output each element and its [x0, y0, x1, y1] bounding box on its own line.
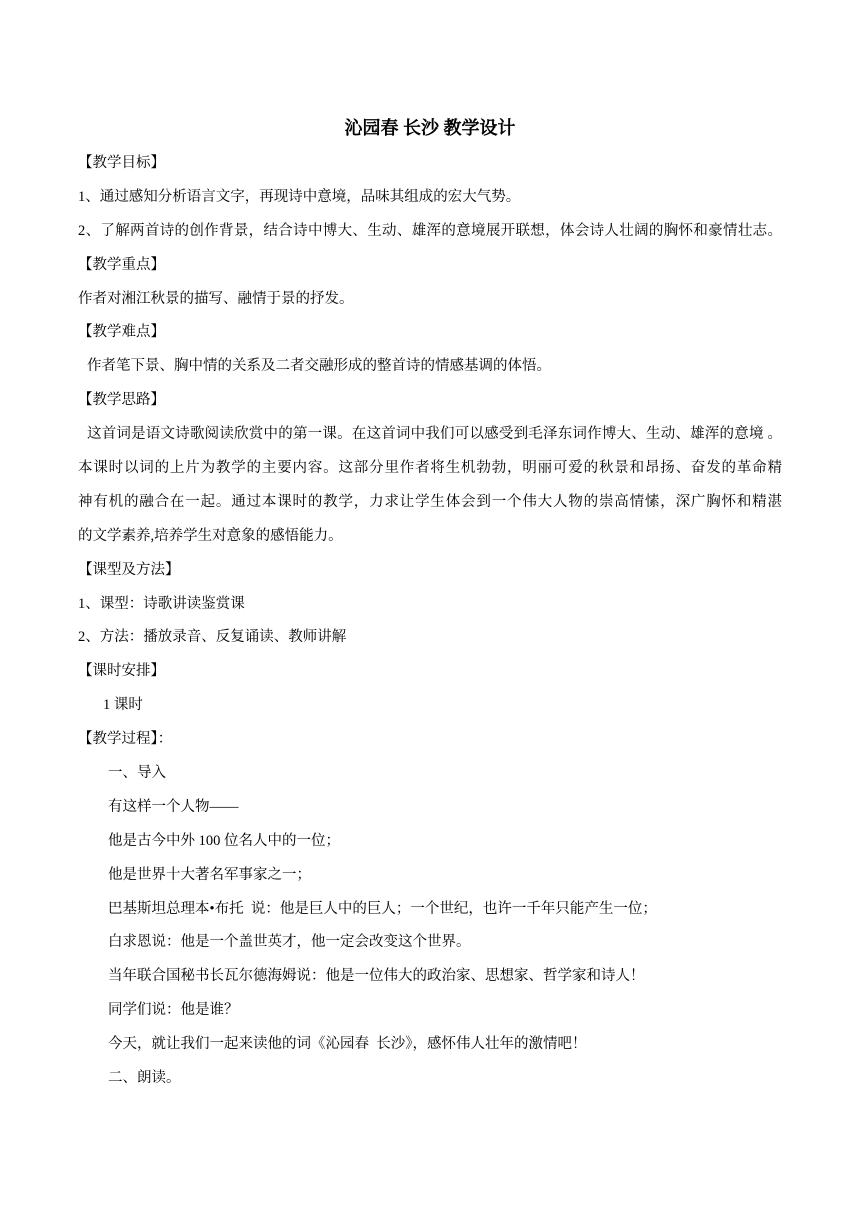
approach-paragraph-line: 神有机的融合在一起。通过本课时的教学，力求让学生体会到一个伟大人物的崇高情愫，深广胸怀和精湛	[78, 493, 782, 510]
section-heading-key-points: 【教学重点】	[78, 256, 165, 273]
section-heading-objectives: 【教学目标】	[78, 155, 165, 171]
objective-item: 2、了解两首诗的创作背景，结合诗中博大、生动、雄浑的意境展开联想，体会诗人壮阔的胸怀和豪情壮志。	[78, 222, 782, 239]
approach-paragraph-line: 本课时以词的上片为教学的主要内容。这部分里作者将生机勃勃，明丽可爱的秋景和昂扬、奋发的革命精	[78, 460, 782, 477]
process-line: 白求恩说：他是一个盖世英才，他一定会改变这个世界。	[108, 934, 471, 951]
schedule-text: 1 课时	[103, 697, 143, 714]
process-line: 巴基斯坦总理本•布托 说：他是巨人中的巨人；一个世纪，也许一千年只能产生一位；	[108, 900, 657, 917]
difficulties-text: 作者笔下景、胸中情的关系及二者交融形成的整首诗的情感基调的体悟。	[87, 358, 551, 375]
approach-paragraph-line: 这首词是语文诗歌阅读欣赏中的第一课。在这首词中我们可以感受到毛泽东词作博大、生动、雄浑的意境 。	[87, 426, 782, 443]
section-heading-approach: 【教学思路】	[78, 392, 165, 409]
objective-item: 1、通过感知分析语言文字，再现诗中意境，品味其组成的宏大气势。	[78, 188, 521, 205]
approach-paragraph-line: 的文学素养,培养学生对意象的感悟能力。	[78, 527, 343, 544]
section-heading-schedule: 【课时安排】	[78, 663, 165, 680]
process-line: 今天，就让我们一起来读他的词《沁园春 长沙》，感怀伟人壮年的激情吧！	[108, 1036, 587, 1053]
process-line: 有这样一个人物——	[108, 798, 239, 815]
lesson-type-item: 1、课型：诗歌讲读鉴赏课	[78, 595, 245, 612]
process-line: 他是世界十大著名军事家之一；	[108, 866, 311, 883]
document-title: 沁园春 长沙 教学设计	[344, 118, 516, 138]
process-step-heading: 一、导入	[108, 765, 166, 782]
process-line: 同学们说：他是谁？	[108, 1002, 239, 1019]
document-body	[78, 110, 782, 1096]
section-heading-process: 【教学过程】：	[78, 731, 173, 748]
process-step-heading: 二、朗读。	[108, 1070, 181, 1087]
section-heading-difficulties: 【教学难点】	[78, 324, 165, 341]
process-line: 他是古今中外 100 位名人中的一位；	[108, 832, 340, 849]
process-line: 当年联合国秘书长瓦尔德海姆说：他是一位伟大的政治家、思想家、哲学家和诗人！	[108, 968, 645, 985]
lesson-type-item: 2、方法：播放录音、反复诵读、教师讲解	[78, 629, 347, 646]
key-points-text: 作者对湘江秋景的描写、融情于景的抒发。	[78, 290, 354, 307]
section-heading-lesson-type: 【课型及方法】	[78, 561, 180, 578]
